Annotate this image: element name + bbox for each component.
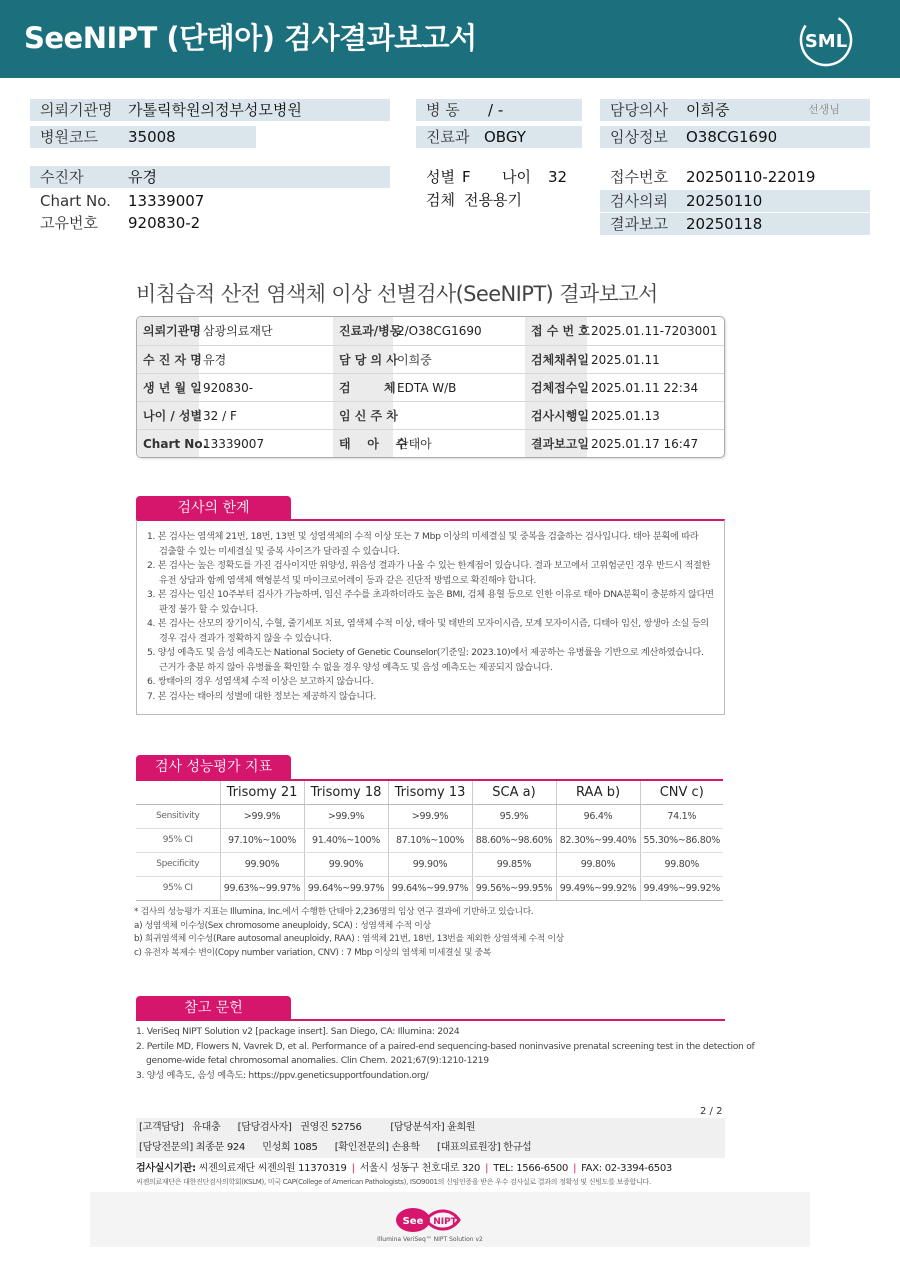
reference-item: 1. VeriSeq NIPT Solution v2 [package insert]. San Diego, CA: Illumina: 2024 bbox=[136, 1026, 460, 1037]
table-row: Specificity 99.90% 99.90% 99.90% 99.85% 99.80% 99.80% bbox=[136, 852, 723, 876]
receipt-no-value: 20250110-22019 bbox=[686, 168, 816, 186]
accreditation-note: 씨젠의료재단은 대한진단검사의학회(KSLM), 미국 CAP(College of American Pathologists), ISO9001의 신임인증을 받은 우수 검사실로 결과의 정확성 및 신빙도를 보증합니다. bbox=[136, 1178, 651, 1186]
department-value: OBGY bbox=[484, 128, 526, 146]
info-row: Chart No. 13339007 태 아 수 단태아 결과보고일 2025.01.17 16:47 bbox=[137, 429, 724, 457]
report-info-table bbox=[136, 316, 725, 458]
note-item: b) 희귀염색체 이수성(Rare autosomal aneuploidy, RAA) : 염색체 21번, 18번, 13번을 제외한 상염색체 수적 이상 bbox=[134, 934, 564, 944]
reference-item: genome-wide fetal chromosomal anomalies. Clin Chem. 2021;67(9):1210-1219 bbox=[146, 1055, 489, 1066]
institution-field: 의뢰기관명 가톨릭학원의정부성모병원 bbox=[30, 99, 390, 121]
info-row: 생 년 월 일 920830- 검 체 EDTA W/B 검체접수일 2025.01.11 22:34 bbox=[137, 373, 724, 401]
table-row: Sensitivity >99.9% >99.9% >99.9% 95.9% 96.4% 74.1% bbox=[136, 804, 723, 828]
chart-no-field: Chart No. 13339007 bbox=[40, 192, 205, 210]
specimen-value: 전용용기 bbox=[464, 191, 522, 209]
limitation-item: 1. 본 검사는 염색체 21번, 18번, 13번 및 성염색체의 수적 이상 또는 7 Mbp 이상의 미세결실 및 중복을 검출하는 검사입니다. 태아 분획에 따라 bbox=[147, 531, 699, 542]
limitation-item: 경우 검사 결과가 정확하지 않을 수 있습니다. bbox=[159, 632, 332, 644]
note-item: c) 유전자 복제수 변이(Copy number variation, CNV) : 7 Mbp 이상의 염색체 미세결실 및 중복 bbox=[134, 947, 492, 958]
doctor-value: 이희중 bbox=[686, 101, 730, 119]
report-date-value: 20250118 bbox=[686, 215, 763, 233]
page-title: SeeNIPT (단태아) 검사결과보고서 bbox=[24, 21, 477, 55]
unique-no-field: 고유번호 920830-2 bbox=[40, 214, 201, 232]
receipt-no-field: 접수번호 20250110-22019 bbox=[610, 168, 816, 186]
table-header-row: Trisomy 21 Trisomy 18 Trisomy 13 SCA a) RAA b) CNV c) bbox=[136, 780, 723, 804]
info-row: 의뢰기관명 삼광의료재단 진료과/병동 2/O38CG1690 접 수 번 호 2025.01.11-7203001 bbox=[137, 317, 724, 345]
examinee-field: 수진자 유경 bbox=[30, 166, 390, 188]
info-row: 나이 / 성별 32 / F 임 신 주 차 검사시행일 2025.01.13 bbox=[137, 401, 724, 429]
performance-notes bbox=[134, 906, 564, 960]
limitation-item: 7. 본 검사는 태아의 성별에 대한 정보는 제공하지 않습니다. bbox=[147, 690, 376, 702]
limitation-item: 4. 본 검사는 산모의 장기이식, 수혈, 줄기세포 치료, 염색체 수적 이상, 태아 및 태반의 모자이시즘, 모계 모자이시즘, 디태아 임신, 쌍생아 소실 등의 bbox=[147, 618, 709, 629]
sex-label: 성별 bbox=[426, 168, 455, 186]
references-list bbox=[136, 1025, 755, 1083]
limitation-item: 6. 쌍태아의 경우 성염색체 수적 이상은 보고하지 않습니다. bbox=[147, 676, 374, 687]
limitation-item: 3. 본 검사는 임신 10주부터 검사가 가능하며, 임신 주수를 초과하더라도 높은 BMI, 검체 용혈 등으로 인한 이유로 태아 DNA분획이 충분하지 않다면 bbox=[147, 589, 714, 600]
doctor-field: 담당의사 이희중 선생님 bbox=[600, 99, 870, 121]
clinical-info-field: 임상정보 O38CG1690 bbox=[600, 126, 870, 148]
age-label: 나이 bbox=[502, 168, 531, 186]
table-row: 95% CI 99.63%~99.97% 99.64%~99.97% 99.64%~99.97% 99.56%~99.95% 99.49%~99.92% 99.49%~99.92% bbox=[136, 876, 723, 900]
staff-box bbox=[136, 1118, 725, 1158]
report-header bbox=[0, 0, 900, 78]
age-value: 32 bbox=[548, 168, 568, 186]
ward-field: 병 동 / - bbox=[416, 99, 582, 121]
limitation-item: 5. 양성 예측도 및 음성 예측도는 National Society of Genetic Counselor(기준일: 2023.10)에서 제공하는 유병률을 기반으로 계산하였습니다. bbox=[147, 647, 704, 658]
report-date-field: 결과보고 20250118 bbox=[600, 213, 870, 235]
examinee-value: 유경 bbox=[128, 168, 157, 186]
note-item: a) 성염색체 이수성(Sex chromosome aneuploidy, SCA) : 성염색체 수적 이상 bbox=[134, 920, 431, 931]
reference-item: 3. 양성 예측도, 음성 예측도: https://ppv.geneticsupportfoundation.org/ bbox=[136, 1069, 429, 1081]
page-number: 2 / 2 bbox=[700, 1106, 723, 1117]
limitation-item: 근거가 충분 하지 않아 유병률을 확인할 수 없을 경우 양성 예측도 및 음성 예측도는 제공되지 않습니다. bbox=[159, 661, 553, 673]
svg-text:See: See bbox=[402, 1216, 424, 1227]
request-date-value: 20250110 bbox=[686, 192, 763, 210]
department-field: 진료과 OBGY bbox=[416, 126, 582, 148]
table-row: 95% CI 97.10%~100% 91.40%~100% 87.10%~100% 88.60%~98.60% 82.30%~99.40% 55.30%~86.80% bbox=[136, 828, 723, 852]
unique-no-value: 920830-2 bbox=[128, 214, 201, 232]
limitation-item: 2. 본 검사는 높은 정확도를 가진 검사이지만 위양성, 위음성 결과가 나올 수 있는 한계점이 있습니다. 결과 보고에서 고위험군인 경우 반드시 적절한 bbox=[147, 560, 711, 571]
performance-table bbox=[136, 779, 723, 901]
reference-item: 2. Pertile MD, Flowers N, Vavrek D, et al. Performance of a paired-end sequencing-based noninvasive prenatal screening test in the detection of bbox=[136, 1040, 755, 1052]
report-title: 비침습적 산전 염색체 이상 선별검사(SeeNIPT) 결과보고서 bbox=[136, 282, 658, 306]
info-row: 수 진 자 명 유경 담 당 의 사 이희중 검체채취일 2025.01.11 bbox=[137, 345, 724, 373]
request-date-field: 검사의뢰 20250110 bbox=[600, 190, 870, 212]
limitations-box bbox=[136, 519, 725, 715]
specimen-label: 검체 bbox=[426, 191, 455, 209]
brand-subtitle: Illumina VeriSeq™ NIPT Solution v2 bbox=[377, 1236, 483, 1243]
svg-text:NIPT: NIPT bbox=[433, 1217, 457, 1227]
clinical-info-value: O38CG1690 bbox=[686, 128, 778, 146]
lab-info: 검사실시기관: 씨젠의료재단 씨젠의원 11370319 | 서울시 성동구 천호대로 320 | TEL: 1566-6500 | FAX: 02-3394-6503 bbox=[136, 1163, 672, 1174]
references-tab: 참고 문헌 bbox=[136, 996, 291, 1020]
limitation-item: 유전 상담과 함께 염색체 핵형분석 및 마이크로어레이 등과 같은 진단적 방법으로 확진해야 합니다. bbox=[159, 574, 537, 586]
note-item: * 검사의 성능평가 지표는 Illumina, Inc.에서 수행한 단태아 2,236명의 임상 연구 결과에 기반하고 있습니다. bbox=[134, 907, 534, 917]
sex-value: F bbox=[462, 168, 471, 186]
staff-line: [고객담당] 유대충 [담당검사자] 권영진 52756 [담당분석자] 윤희원 bbox=[139, 1122, 476, 1133]
references-divider bbox=[136, 1019, 725, 1021]
ward-value: / - bbox=[488, 101, 504, 119]
institution-value: 가톨릭학원의정부성모병원 bbox=[128, 101, 302, 119]
chart-no-value: 13339007 bbox=[128, 192, 205, 210]
sml-logo-icon bbox=[798, 12, 854, 68]
hospital-code-value: 35008 bbox=[128, 128, 176, 146]
seenipt-logo-icon bbox=[393, 1205, 465, 1235]
limitation-item: 검출할 수 있는 미세결실 및 중복 사이즈가 달라질 수 있습니다. bbox=[159, 545, 400, 557]
staff-line: [담당전문의] 최종문 924 민성희 1085 [확인전문의] 손용학 [대표의료원장] 한규섭 bbox=[139, 1142, 532, 1153]
hospital-code-field: 병원코드 35008 bbox=[30, 126, 256, 148]
limitations-tab: 검사의 한계 bbox=[136, 496, 291, 520]
performance-tab: 검사 성능평가 지표 bbox=[136, 755, 291, 779]
svg-text:SML: SML bbox=[804, 31, 848, 52]
limitation-item: 판정 불가 할 수 있습니다. bbox=[159, 603, 258, 615]
